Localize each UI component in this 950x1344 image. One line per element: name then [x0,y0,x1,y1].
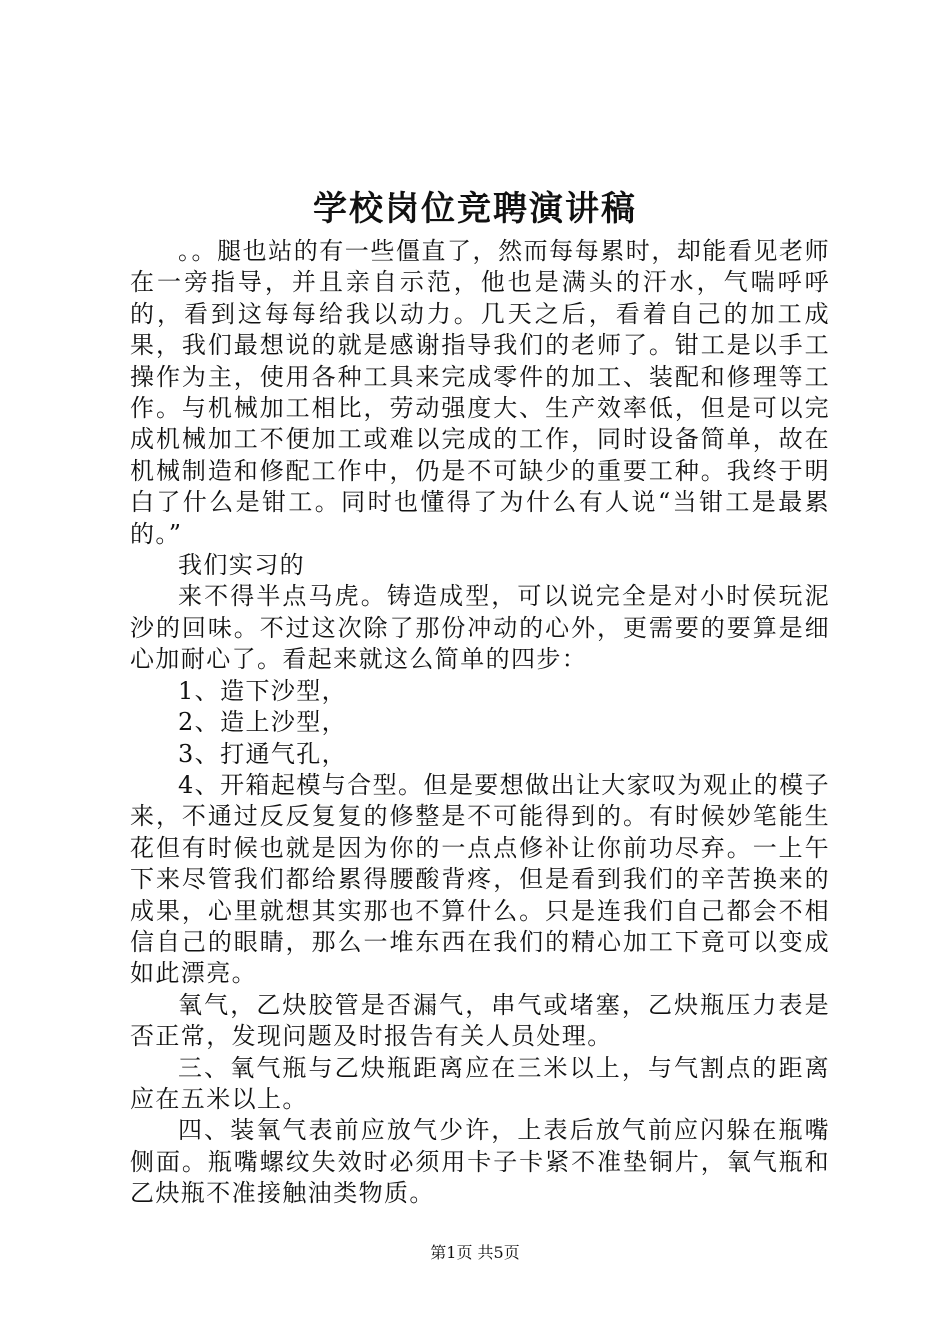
paragraph: 四、装氧气表前应放气少许，上表后放气前应闪躲在瓶嘴侧面。瓶嘴螺纹失效时必须用卡子卡紧不准垫铜片，氧气瓶和乙炔瓶不准接触油类物质。 [130,1116,830,1208]
paragraph: 。。腿也站的有一些僵直了，然而每每累时，却能看见老师在一旁指导，并且亲自示范，他也是满头的汗水，气喘呼呼的，看到这每每给我以动力。几天之后，看着自己的加工成果，我们最想说的就是感谢指导我们的老师了。钳工是以手工操作为主，使用各种工具来完成零件的加工、装配和修理等工作。与机械加工相比，劳动强度大、生产效率低，但是可以完成机械加工不便加工或难以完成的工作，同时设备简单，故在机械制造和修配工作中，仍是不可缺少的重要工种。我终于明白了什么是钳工。同时也懂得了为什么有人说“当钳工是最累的。” [130,237,830,548]
paragraph: 氧气，乙炔胶管是否漏气，串气或堵塞，乙炔瓶压力表是否正常，发现问题及时报告有关人员处理。 [130,990,830,1051]
page-footer: 第1页 共5页 [430,1243,520,1262]
paragraph: 三、氧气瓶与乙炔瓶距离应在三米以上，与气割点的距离应在五米以上。 [130,1053,830,1113]
paragraph: 我们实习的 [178,551,305,580]
list-item: 4、开箱起模与合型。但是要想做出让大家叹为观止的模子来，不通过反反复复的修整是不可能得到的。有时候妙笔能生花但有时候也就是因为你的一点点修补让你前功尽弃。一上午下来尽管我们都给累得腰酸背疼，但是看到我们的辛苦换来的成果，心里就想其实那也不算什么。只是连我们自己都会不相信自己的眼睛，那么一堆东西在我们的精心加工下竟可以变成如此漂亮。 [130,770,830,988]
list-item: 2、造上沙型， [178,708,348,737]
list-item: 3、打通气孔， [178,739,348,768]
paragraph: 来不得半点马虎。铸造成型，可以说完全是对小时侯玩泥沙的回味。不过这次除了那份冲动的心外，更需要的要算是细心加耐心了。看起来就这么简单的四步： [130,582,830,674]
list-item: 1、造下沙型， [178,676,348,705]
document-title: 学校岗位竞聘演讲稿 [313,189,637,229]
document-body [130,236,830,1210]
